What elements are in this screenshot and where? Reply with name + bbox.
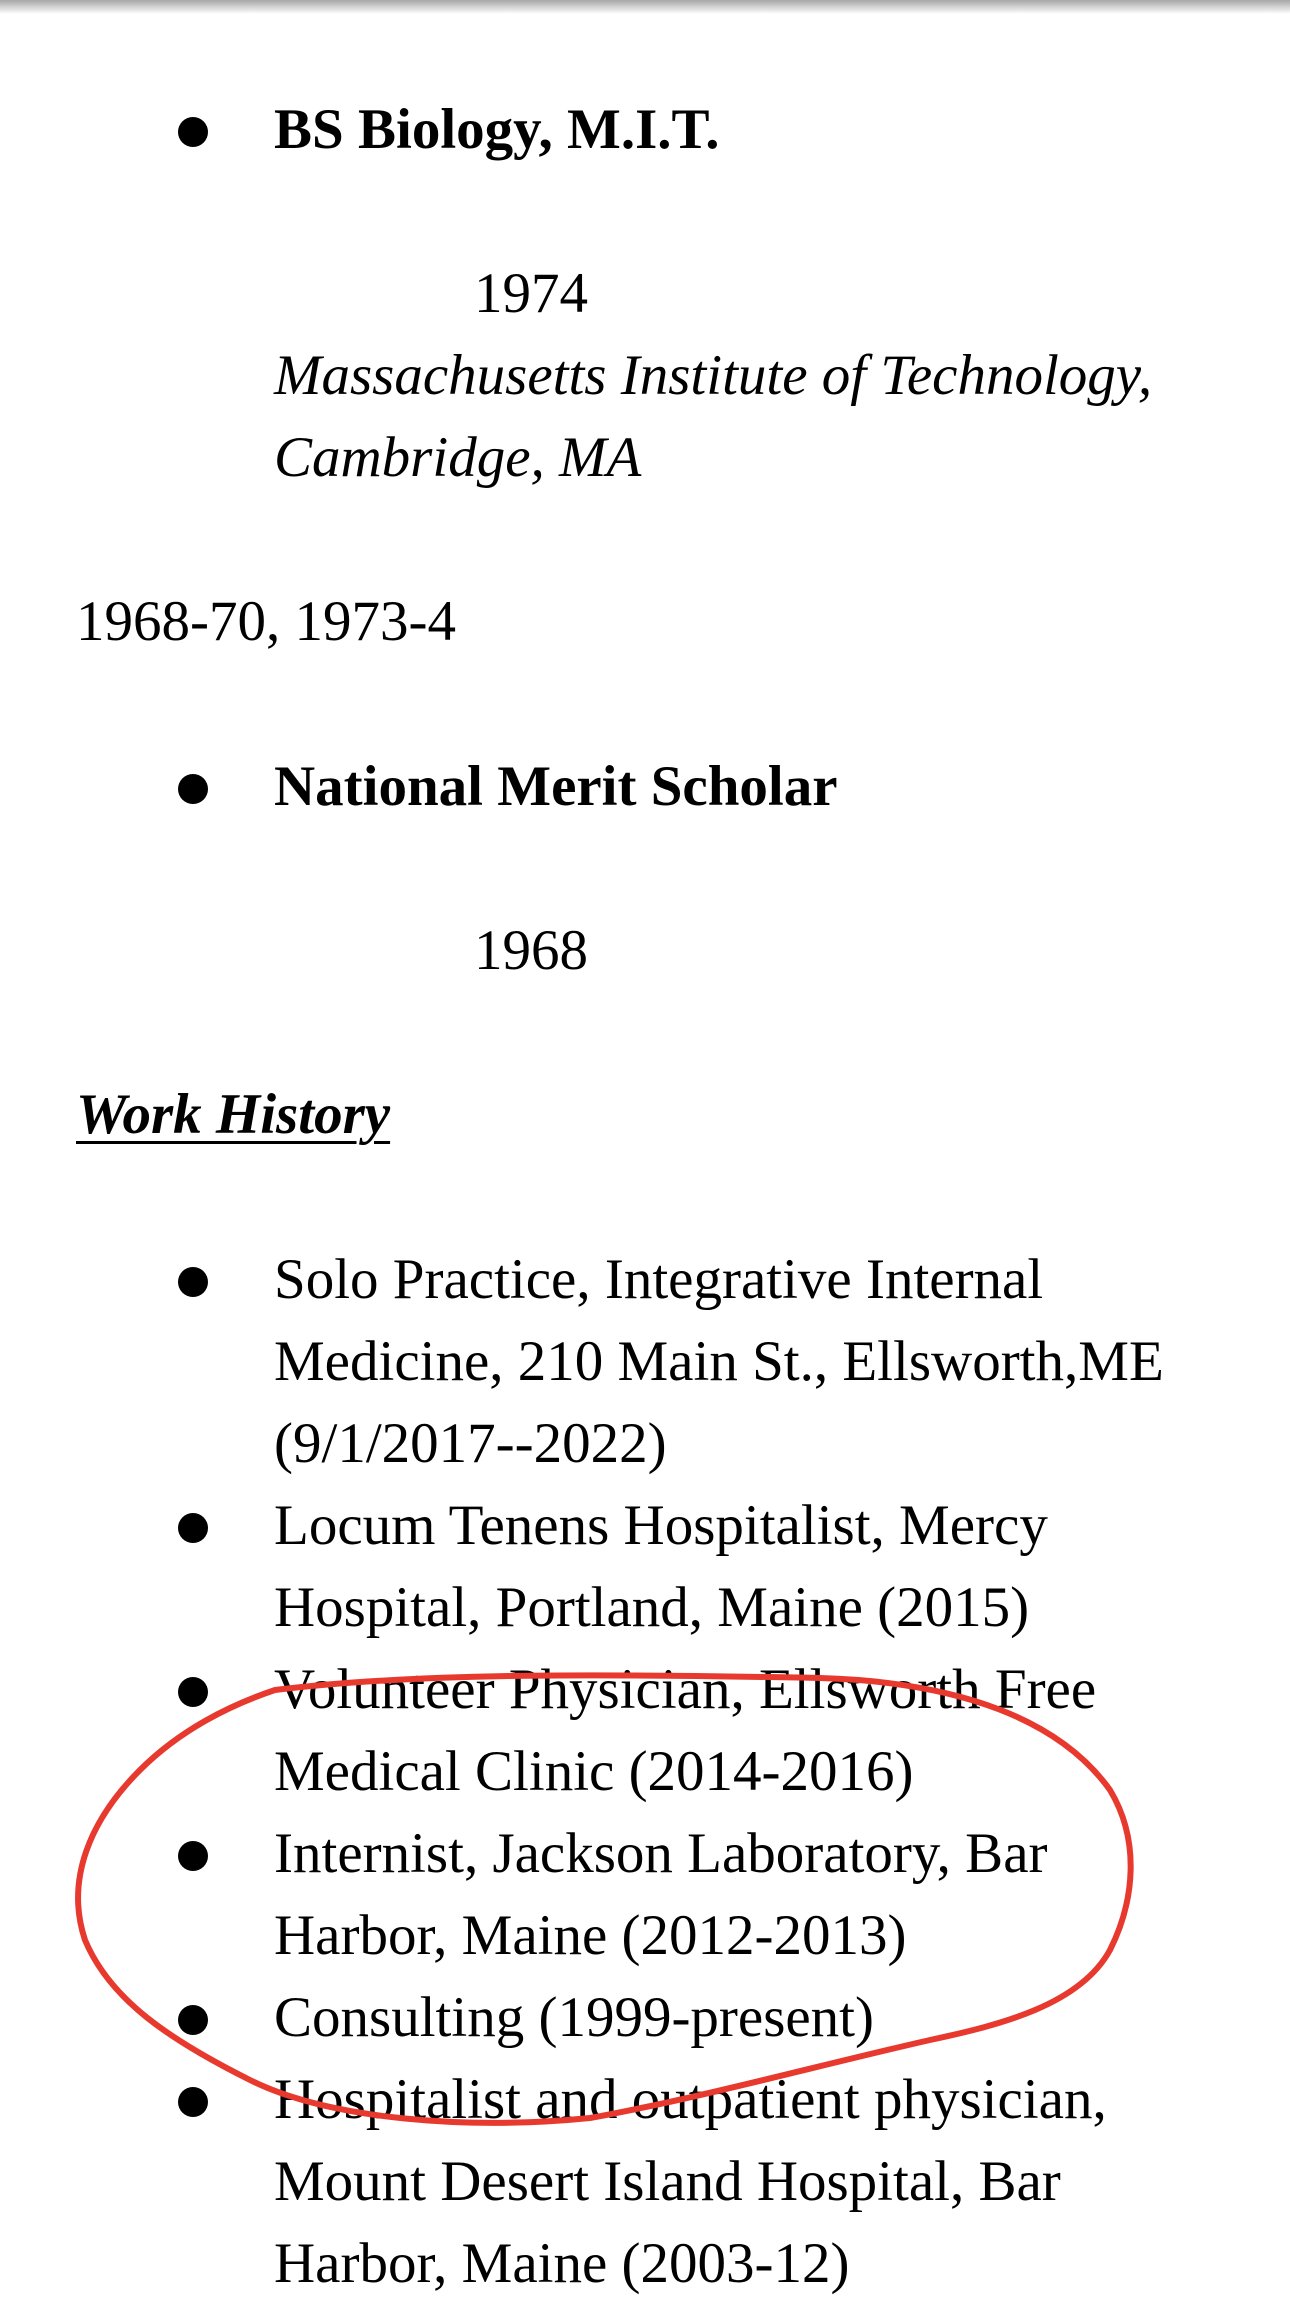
bullet-icon — [178, 1267, 208, 1297]
bullet-icon — [178, 1677, 208, 1707]
work-item-line: Harbor, Maine (2012-2013) — [274, 1904, 907, 1967]
honor-year: 1968 — [474, 919, 588, 982]
work-item-line: Internist, Jackson Laboratory, Bar — [274, 1822, 1048, 1885]
degree-title: BS Biology, M.I.T. — [274, 98, 720, 161]
work-item-line: Consulting (1999-present) — [274, 1986, 875, 2049]
institution-line-2: Cambridge, MA — [274, 426, 642, 489]
work-item-line: Medical Clinic (2014-2016) — [274, 1740, 914, 1803]
institution-line-1: Massachusetts Institute of Technology, — [274, 344, 1153, 407]
bullet-icon — [178, 2005, 208, 2035]
work-item-line: Mount Desert Island Hospital, Bar — [274, 2150, 1061, 2213]
attendance-years: 1968-70, 1973-4 — [76, 590, 456, 653]
work-item-line: Medicine, 210 Main St., Ellsworth,ME — [274, 1330, 1164, 1393]
work-item-line: Harbor, Maine (2003-12) — [274, 2232, 850, 2295]
work-item-line: Hospitalist and outpatient physician, — [274, 2068, 1107, 2131]
work-item-line: Solo Practice, Integrative Internal — [274, 1248, 1044, 1311]
bullet-icon — [178, 774, 208, 804]
work-item-line: Volunteer Physician, Ellsworth Free — [274, 1658, 1097, 1721]
bullet-icon — [178, 1513, 208, 1543]
work-item-line: (9/1/2017--2022) — [274, 1412, 667, 1475]
section-heading-work-history: Work History — [76, 1083, 391, 1146]
bullet-icon — [178, 1841, 208, 1871]
bullet-icon — [178, 117, 208, 147]
work-item-line: Hospital, Portland, Maine (2015) — [274, 1576, 1030, 1639]
degree-year: 1974 — [474, 262, 588, 325]
work-item-line: Locum Tenens Hospitalist, Mercy — [274, 1494, 1048, 1557]
honor-title: National Merit Scholar — [274, 755, 838, 818]
bullet-icon — [178, 2087, 208, 2117]
